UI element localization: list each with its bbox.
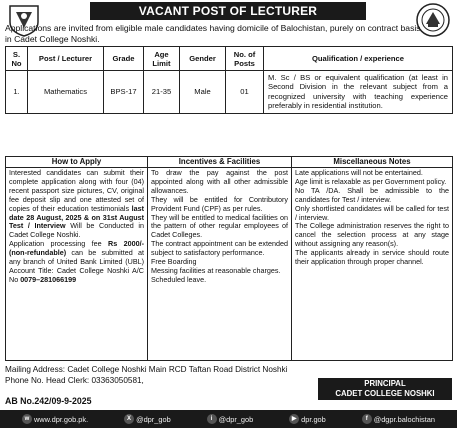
header-gender: Gender xyxy=(180,47,226,71)
how-to-apply-paragraph-1 xyxy=(9,169,144,240)
header-age-limit: Age Limit xyxy=(144,47,180,71)
cell-grade: BPS-17 xyxy=(104,71,144,114)
list-item: Late applications will not be entertained. xyxy=(295,168,423,177)
cell-sno: 1. xyxy=(6,71,28,114)
header-posts: No. of Posts xyxy=(226,47,264,71)
youtube-icon: ▶ xyxy=(289,414,299,424)
social-item-youtube[interactable] xyxy=(289,414,326,424)
cell-gender: Male xyxy=(180,71,226,114)
social-item-instagram[interactable] xyxy=(207,414,254,424)
list-item: To draw the pay against the post appointed along with all other admissible allowances. xyxy=(151,168,288,195)
social-text: dpr.gob xyxy=(301,414,326,424)
phone-number: Phone No. Head Clerk: 03363050581, xyxy=(5,376,144,385)
mailing-address: Mailing Address: Cadet College Noshki Main RCD Taftan Road District Noshki xyxy=(5,365,288,374)
list-item: Age limit is relaxable as per Government policy. xyxy=(295,176,447,186)
misc-notes-column xyxy=(292,157,452,360)
list-item: The College administration reserves the right to cancel the selection process at any stage without assigning any reason(s). xyxy=(295,221,449,249)
list-item: They will be entitled to medical facilities on the pattern of other regular employees of Cadet Colleges. xyxy=(151,212,288,240)
header-post: Post / Lecturer xyxy=(28,47,104,71)
social-text: @dgpr.balochistan xyxy=(373,414,436,424)
social-item-x[interactable] xyxy=(124,414,171,424)
social-item-web[interactable] xyxy=(22,414,88,424)
header-grade: Grade xyxy=(104,47,144,71)
incentives-list xyxy=(148,168,291,286)
college-name: CADET COLLEGE NOSHKI xyxy=(335,389,435,398)
page-title: VACANT POST OF LECTURER xyxy=(90,2,366,20)
deadline-text: last date 28 August, 2025 & on 31st August Test / Interview xyxy=(9,203,144,231)
incentives-heading: Incentives & Facilities xyxy=(148,157,291,168)
ab-number: AB No.242/09-9-2025 xyxy=(5,396,92,406)
header-sno: S. No xyxy=(6,47,28,71)
x-icon: X xyxy=(124,414,134,424)
account-number: 0079–281066199 xyxy=(20,274,77,284)
fee-amount: Rs 2000/- (non-refundable) xyxy=(9,239,144,258)
list-item: The applicants already in service should route their application through proper channel. xyxy=(295,248,449,267)
how-to-apply-heading: How to Apply xyxy=(6,157,147,168)
list-item: No TA /DA. Shall be admissible to the candidates for Test / interview. xyxy=(295,185,449,204)
how-to-apply-column xyxy=(6,157,148,360)
apply-text: Interested candidates can submit their complete application along with four (04) recent passport size pictures, CV, original fee deposit slip and one attested set of copies of their education testimonials xyxy=(9,168,144,213)
bank-text: can be submitted at any branch of United Bank Limited (UBL) Account Title: Cadet College Noshki A/C No xyxy=(9,248,144,284)
list-item: Free Boarding xyxy=(151,257,197,267)
list-item: Scheduled leave. xyxy=(151,274,207,284)
list-item: Only shortlisted candidates will be called for test / interview. xyxy=(295,203,449,222)
how-to-apply-paragraph-2 xyxy=(9,240,144,285)
social-text: @dpr_gob xyxy=(136,414,171,424)
table-row xyxy=(6,71,453,114)
principal-title: PRINCIPAL xyxy=(364,379,406,388)
cell-post: Mathematics xyxy=(28,71,104,114)
social-text: @dpr_gob xyxy=(218,414,254,424)
list-item: The contract appointment can be extended subject to satisfactory performance. xyxy=(151,239,288,258)
details-columns xyxy=(5,156,453,361)
incentives-column xyxy=(148,157,292,360)
list-item: They will be entitled for Contributory Provident Fund (CPF) as per rules. xyxy=(151,194,288,213)
facebook-icon: f xyxy=(362,414,372,424)
social-footer-bar xyxy=(0,410,457,428)
how-to-apply-body xyxy=(6,168,147,286)
globe-icon: w xyxy=(22,414,32,424)
contact-block xyxy=(5,364,325,386)
list-item: Messing facilities at reasonable charges. xyxy=(151,265,281,275)
principal-signature-block xyxy=(318,378,452,400)
header-qualification: Qualification / experience xyxy=(264,47,453,71)
cell-posts: 01 xyxy=(226,71,264,114)
misc-notes-list xyxy=(292,168,452,268)
social-text: www.dpr.gob.pk. xyxy=(33,414,89,424)
intro-text: Applications are invited from eligible male candidates having domicile of Balochistan, purely on contract basis in Cadet College Noshki. xyxy=(5,23,421,44)
fee-text: Application processing fee xyxy=(9,239,109,249)
table-header-row xyxy=(6,47,453,71)
misc-notes-heading: Miscellaneous Notes xyxy=(292,157,452,168)
apply-text-end: Will be Conducted in Cadet College Noshki. xyxy=(9,221,144,240)
instagram-icon: i xyxy=(207,414,217,424)
cell-age: 21-35 xyxy=(144,71,180,114)
vacancy-table xyxy=(5,46,453,114)
cell-qualification: M. Sc / BS or equivalent qualification (at least in Second Division in the relevant subject from a recognized university with teaching experience preferably in residential institution. xyxy=(264,71,453,114)
social-item-facebook[interactable] xyxy=(362,414,435,424)
